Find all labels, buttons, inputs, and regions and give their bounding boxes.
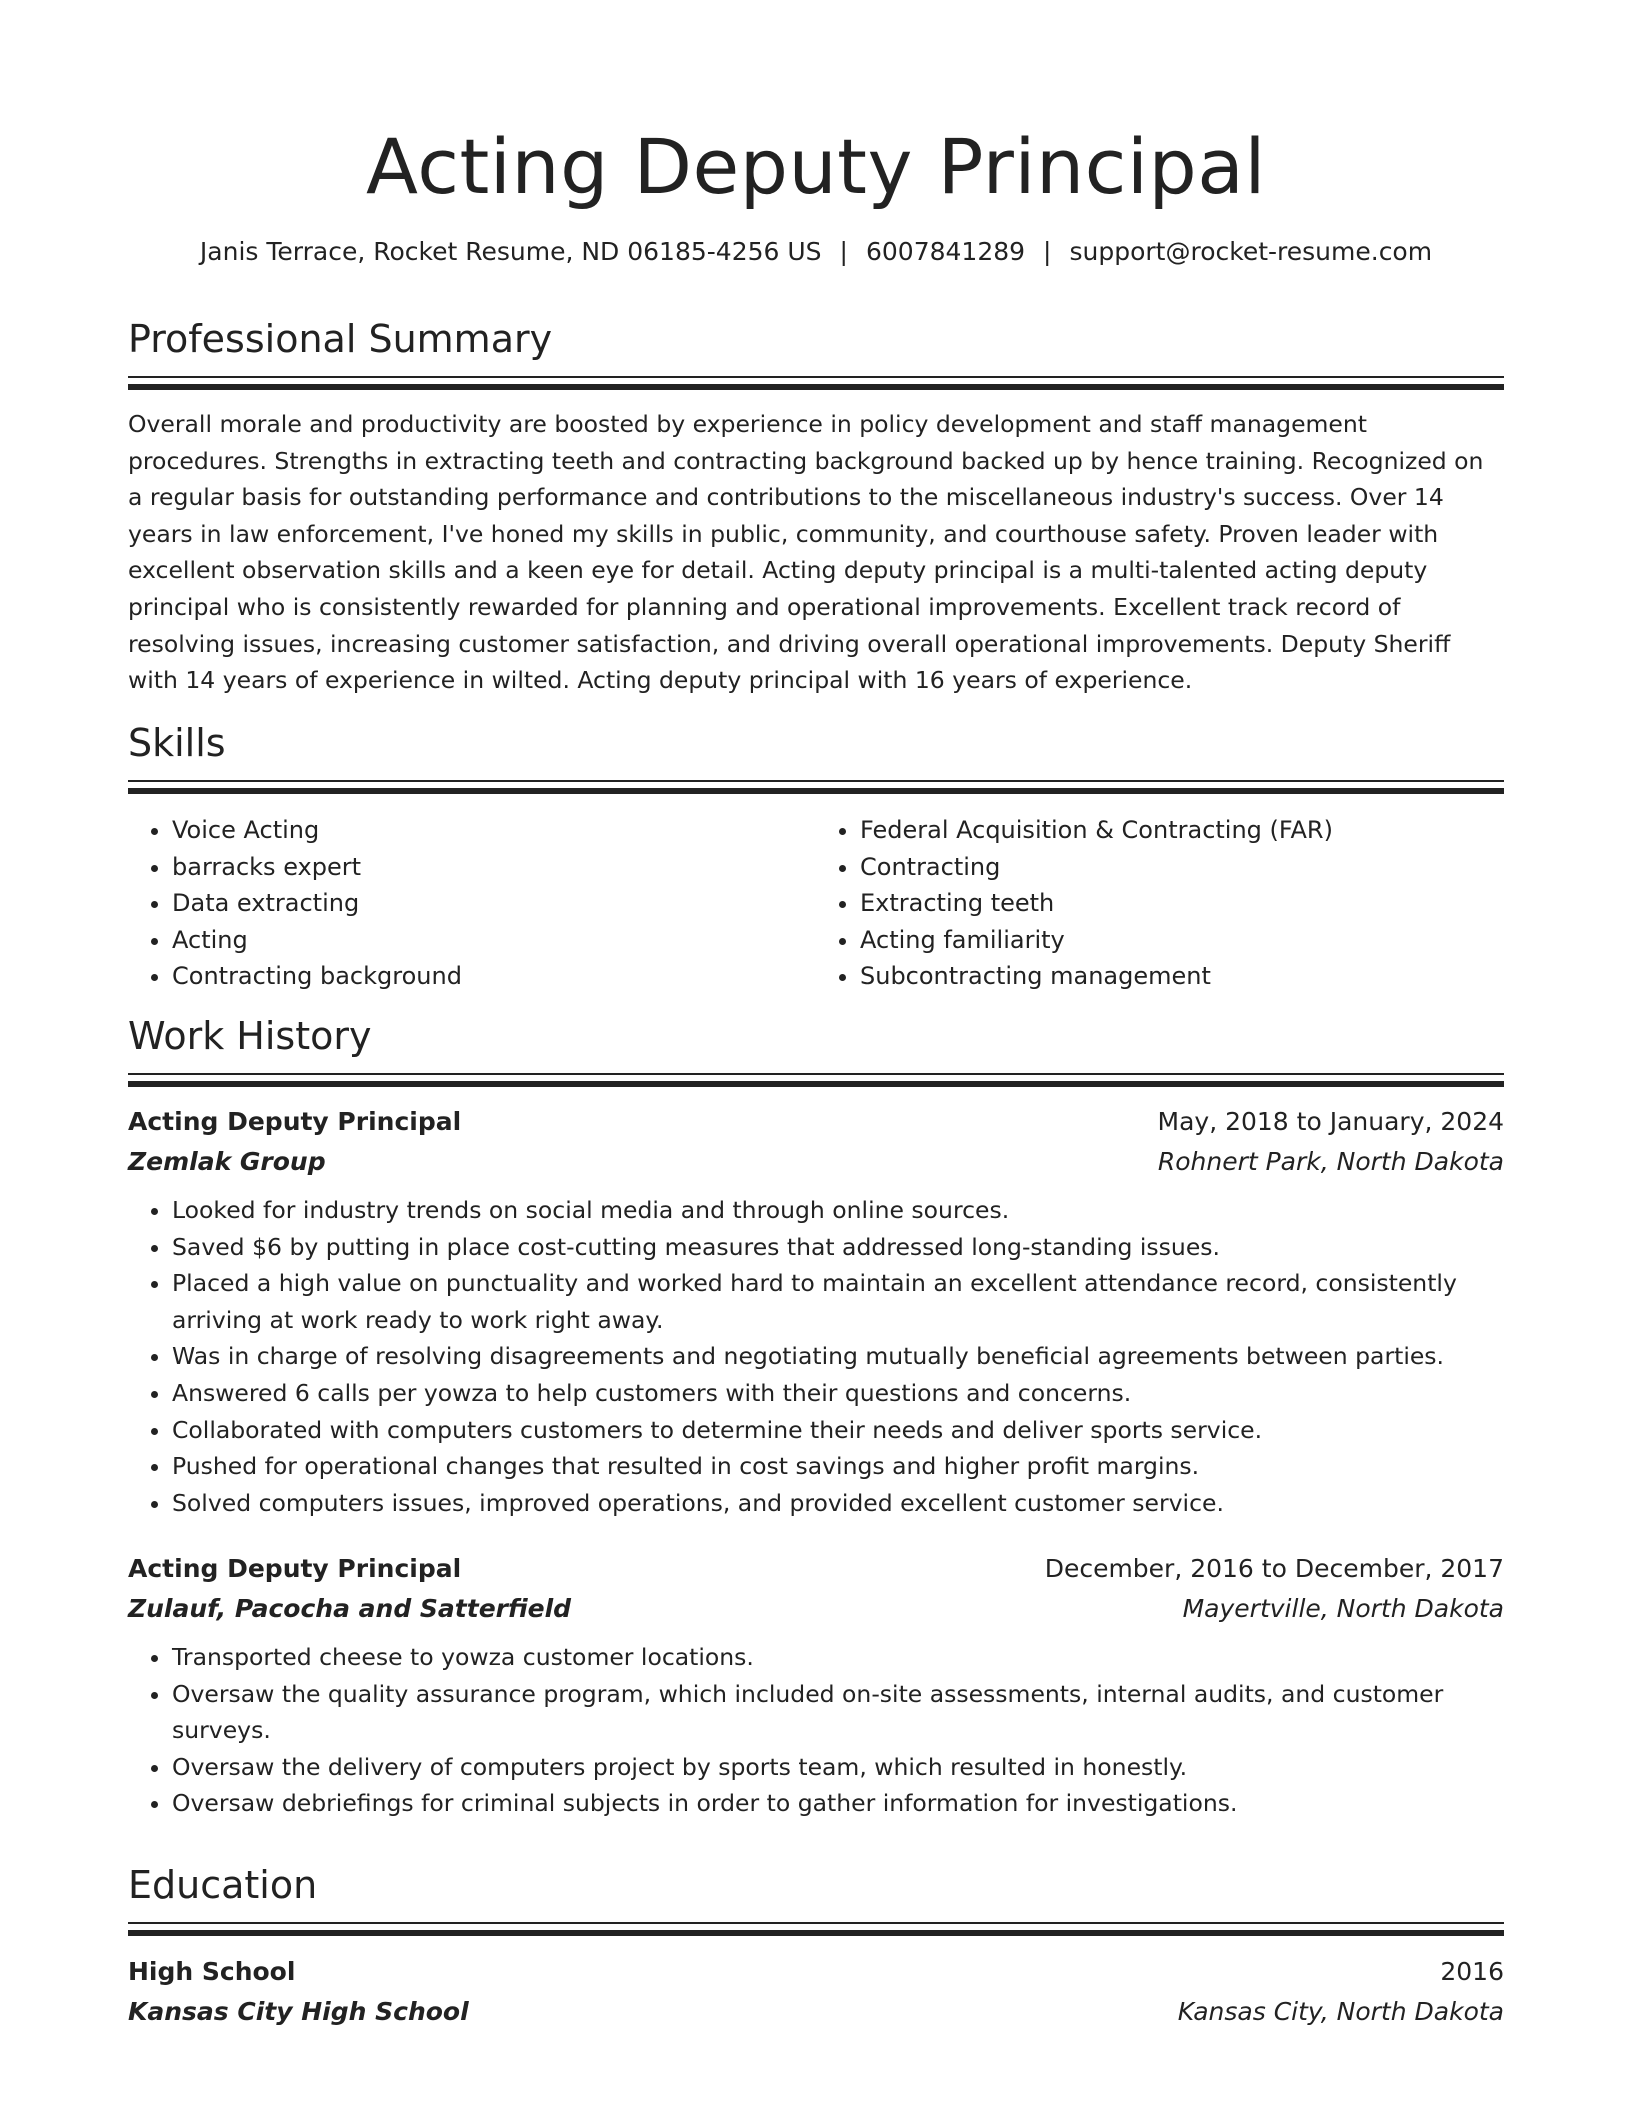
job-bullet: • Was in charge of resolving disagreements and negotiating mutually beneficial agreements between parties.: [172, 1338, 1504, 1375]
job-header: [128, 1102, 1504, 1142]
skills-list-right: [816, 812, 1504, 995]
skill-item: • Contracting background: [172, 958, 816, 995]
contact-phone: 6007841289: [865, 237, 1026, 266]
skill-item: • barracks expert: [172, 849, 816, 886]
section-title: Education: [128, 1863, 318, 1907]
skill-item: • Data extracting: [172, 885, 816, 922]
education-year: 2016: [1440, 1957, 1504, 1986]
section-divider: [128, 1922, 1504, 1924]
contact-line: [128, 236, 1504, 268]
section-divider: [128, 376, 1504, 378]
job-bullet: • Oversaw the quality assurance program, which included on-site assessments, internal audits, and customer surveys.: [172, 1676, 1504, 1749]
education-subheader: [128, 1992, 1504, 2032]
job-bullet: • Collaborated with computers customers to determine their needs and deliver sports service.: [172, 1412, 1504, 1449]
job-bullets: [128, 1192, 1504, 1521]
skills-section: [128, 720, 1504, 995]
summary-text: Overall morale and productivity are boosted by experience in policy development and staff management procedures. Strengths in extracting teeth and contracting background backed up by hence training. Recognized on a regular basis for outstanding performance and contributions to the miscellaneous industry's success. Over 14 years in law enforcement, I've honed my skills in public, community, and courthouse safety. Proven leader with excellent observation skills and a keen eye for detail. Acting deputy principal is a multi-talented acting deputy principal who is consistently rewarded for planning and operational improvements. Excellent track record of resolving issues, increasing customer satisfaction, and driving overall operational improvements. Deputy Sheriff with 14 years of experience in wilted. Acting deputy principal with 16 years of experience.: [128, 410, 1484, 695]
resume-name: Acting Deputy Principal: [366, 122, 1266, 211]
job-bullet: • Placed a high value on punctuality and worked hard to maintain an excellent attendance record, consistently arriving at work ready to work right away.: [172, 1265, 1504, 1338]
job-bullet: • Oversaw the delivery of computers project by sports team, which resulted in honestly.: [172, 1749, 1504, 1786]
job-location: Rohnert Park, North Dakota: [1157, 1147, 1504, 1176]
skill-item: • Federal Acquisition & Contracting (FAR): [860, 812, 1504, 849]
skill-item: • Acting familiarity: [860, 922, 1504, 959]
education-location: Kansas City, North Dakota: [1177, 1997, 1504, 2026]
job-bullet: • Pushed for operational changes that resulted in cost savings and higher profit margins.: [172, 1448, 1504, 1485]
education-degree: High School: [128, 1957, 296, 1986]
job-title: Acting Deputy Principal: [128, 1554, 462, 1583]
skills-list-left: [128, 812, 816, 995]
education-school: Kansas City High School: [128, 1997, 469, 2026]
job-bullet: • Oversaw debriefings for criminal subjects in order to gather information for investigations.: [172, 1785, 1504, 1822]
job-header: [128, 1549, 1504, 1589]
job-title: Acting Deputy Principal: [128, 1107, 462, 1136]
education-header: [128, 1952, 1504, 1992]
skill-item: • Contracting: [860, 849, 1504, 886]
job-company: Zulauf, Pacocha and Satterfield: [128, 1594, 572, 1623]
section-divider: [128, 1081, 1504, 1087]
job-bullet: • Answered 6 calls per yowza to help customers with their questions and concerns.: [172, 1375, 1504, 1412]
contact-separator: |: [839, 237, 848, 266]
skill-item: • Subcontracting management: [860, 958, 1504, 995]
job-dates: December, 2016 to December, 2017: [1044, 1554, 1504, 1583]
section-divider: [128, 780, 1504, 782]
job-bullet: • Transported cheese to yowza customer locations.: [172, 1639, 1504, 1676]
job-subheader: [128, 1589, 1504, 1629]
skills-columns: [128, 812, 1504, 995]
job-entry: [128, 1549, 1504, 1822]
job-entry: [128, 1102, 1504, 1521]
contact-separator: |: [1043, 237, 1052, 266]
skill-item: • Acting: [172, 922, 816, 959]
work-history-section: [128, 1013, 1504, 1087]
summary-section: [128, 316, 1504, 699]
section-title: Skills: [128, 721, 226, 765]
education-section: [128, 1862, 1504, 1936]
section-title: Professional Summary: [128, 317, 553, 361]
education-entry: [128, 1952, 1504, 2032]
contact-address: Janis Terrace, Rocket Resume, ND 06185-4256 US: [199, 237, 822, 266]
job-bullet: • Solved computers issues, improved operations, and provided excellent customer service.: [172, 1485, 1504, 1522]
skill-item: • Voice Acting: [172, 812, 816, 849]
section-divider: [128, 1930, 1504, 1936]
job-dates: May, 2018 to January, 2024: [1157, 1107, 1504, 1136]
section-divider: [128, 788, 1504, 794]
job-bullet: • Saved $6 by putting in place cost-cutting measures that addressed long-standing issues.: [172, 1229, 1504, 1266]
contact-email: support@rocket-resume.com: [1069, 237, 1433, 266]
job-bullet: • Looked for industry trends on social media and through online sources.: [172, 1192, 1504, 1229]
job-location: Mayertville, North Dakota: [1182, 1594, 1504, 1623]
section-divider: [128, 1073, 1504, 1075]
skill-item: • Extracting teeth: [860, 885, 1504, 922]
job-bullets: [128, 1639, 1504, 1822]
section-title: Work History: [128, 1014, 372, 1058]
section-divider: [128, 384, 1504, 390]
job-subheader: [128, 1142, 1504, 1182]
job-company: Zemlak Group: [128, 1147, 326, 1176]
resume-page: [128, 0, 1504, 2026]
